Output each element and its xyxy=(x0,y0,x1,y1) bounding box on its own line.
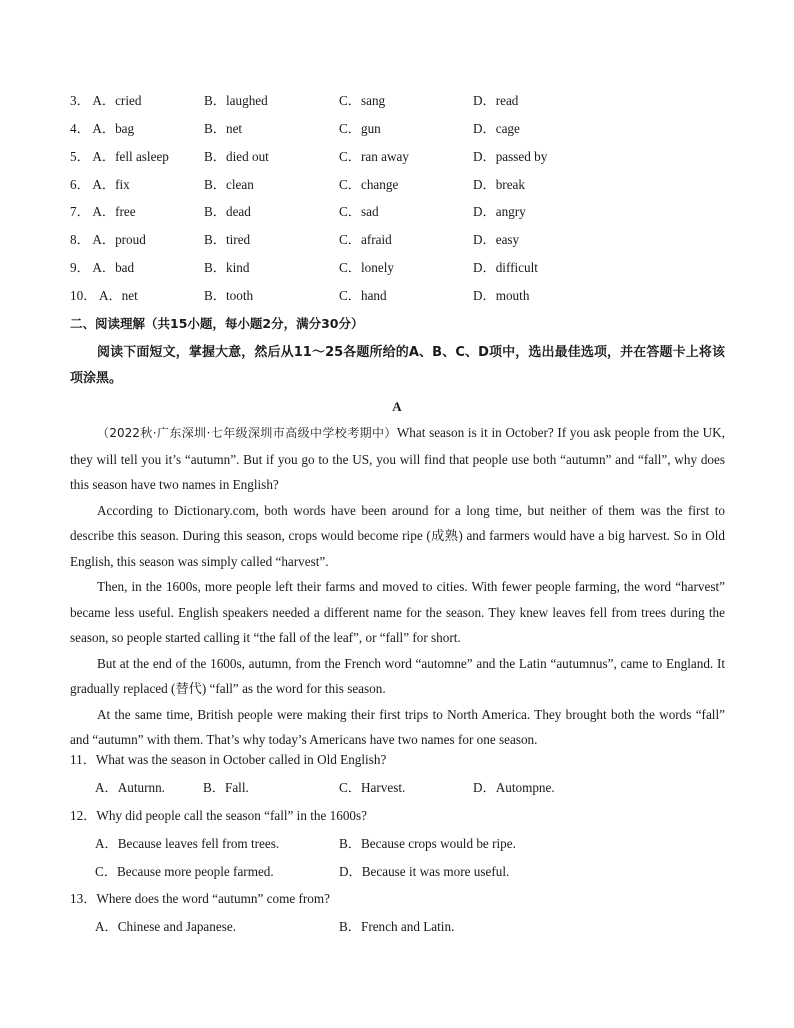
section-title: 二、阅读理解（共15小题，每小题2分，满分30分） xyxy=(70,316,364,331)
option-c: C．afraid xyxy=(339,232,392,247)
option-a: 4． A．bag xyxy=(70,121,135,136)
option-c: C．Because more people farmed. xyxy=(95,864,274,879)
option-a: A．Because leaves fell from trees. xyxy=(95,836,280,851)
option-b: B．died out xyxy=(204,149,269,164)
option-a: 7． A．free xyxy=(70,204,136,219)
question-11-options xyxy=(95,778,725,798)
option-b: B．French and Latin. xyxy=(339,919,455,934)
question-12-options-row2 xyxy=(95,862,725,882)
option-a: A．Auturnn. xyxy=(95,780,165,795)
option-d: D．angry xyxy=(473,204,526,219)
passage-source: （2022秋·广东深圳·七年级深圳市高级中学校考期中） xyxy=(97,426,397,440)
option-d: D．Because it was more useful. xyxy=(339,864,510,879)
option-d: D．cage xyxy=(473,121,520,136)
option-b: B．Because crops would be ripe. xyxy=(339,836,516,851)
option-d: D．read xyxy=(473,93,519,108)
option-c: C．hand xyxy=(339,288,387,303)
option-c: C．sad xyxy=(339,204,379,219)
question-5-options xyxy=(70,147,730,167)
option-d: D．passed by xyxy=(473,149,548,164)
passage-paragraph: At the same time, British people were making their first trips to North America. They brought both the words “fall” and “autumn” with them. That’s why today’s Americans have two names for one season. xyxy=(70,706,725,747)
option-a: 6． A．fix xyxy=(70,177,130,192)
option-d: D．easy xyxy=(473,232,520,247)
question-7-options xyxy=(70,202,730,222)
passage-paragraph: （2022秋·广东深圳·七年级深圳市高级中学校考期中）What season is it in October? If you ask people from the UK, they will tell you it’s “autumn”. But if you go to the US, you will find that people use both “autumn” and “fall”, why does this season have two names in English? xyxy=(70,425,726,492)
option-b: B．kind xyxy=(204,260,250,275)
question-10-options xyxy=(70,286,730,306)
question-12-stem: 12．Why did people call the season “fall” in the 1600s? xyxy=(70,808,367,823)
option-c: C．ran away xyxy=(339,149,409,164)
question-9-options xyxy=(70,258,730,278)
option-c: C．Harvest. xyxy=(339,780,406,795)
question-12-options-row1 xyxy=(95,834,725,854)
passage-paragraph: But at the end of the 1600s, autumn, from the French word “automne” and the Latin “autumnus”, came to England. It gradually replaced (替代) “fall” as the word for this season. xyxy=(70,655,725,696)
option-b: B．clean xyxy=(204,177,254,192)
option-d: D．difficult xyxy=(473,260,538,275)
question-13-options xyxy=(95,917,725,937)
question-6-options xyxy=(70,175,730,195)
option-d: D．Autompne. xyxy=(473,780,555,795)
option-b: B．Fall. xyxy=(203,780,249,795)
option-a: 5． A．fell asleep xyxy=(70,149,169,164)
option-a: A．Chinese and Japanese. xyxy=(95,919,236,934)
option-d: D．break xyxy=(473,177,525,192)
passage-letter: A xyxy=(392,399,402,414)
option-a: 9． A．bad xyxy=(70,260,135,275)
option-a: 3． A．cried xyxy=(70,93,142,108)
option-a: 8． A．proud xyxy=(70,232,146,247)
passage-paragraph: According to Dictionary.com, both words have been around for a long time, but neither of them was the first to describe this season. During this season, crops would become ripe (成熟) and farmers would have a big harvest. So in Old English, this season was simply called “harvest”. xyxy=(70,502,725,569)
passage-paragraph: Then, in the 1600s, more people left their farms and moved to cities. With fewer people farming, the word “harvest” became less useful. English speakers needed a different name for the season. They knew leaves fell from trees during the season, so people started calling it “the fall of the leaf”, or “fall” for short. xyxy=(70,579,725,645)
section-instructions: 阅读下面短文，掌握大意，然后从11～25各题所给的A、B、C、D项中，选出最佳选项，并在答题卡上将该项涂黑。 xyxy=(70,345,725,386)
option-c: C．gun xyxy=(339,121,381,136)
option-c: C．sang xyxy=(339,93,386,108)
option-c: C．lonely xyxy=(339,260,394,275)
option-b: B．dead xyxy=(204,204,251,219)
option-c: C．change xyxy=(339,177,399,192)
option-a: 10． A．net xyxy=(70,288,138,303)
question-13-stem: 13．Where does the word “autumn” come from? xyxy=(70,891,330,906)
question-3-options xyxy=(70,91,730,111)
question-4-options xyxy=(70,119,730,139)
option-b: B．tooth xyxy=(204,288,254,303)
question-8-options xyxy=(70,230,730,250)
option-b: B．laughed xyxy=(204,93,268,108)
option-b: B．net xyxy=(204,121,243,136)
question-11-stem: 11．What was the season in October called in Old English? xyxy=(70,752,387,767)
option-b: B．tired xyxy=(204,232,251,247)
option-d: D．mouth xyxy=(473,288,530,303)
passage-text xyxy=(70,420,725,753)
